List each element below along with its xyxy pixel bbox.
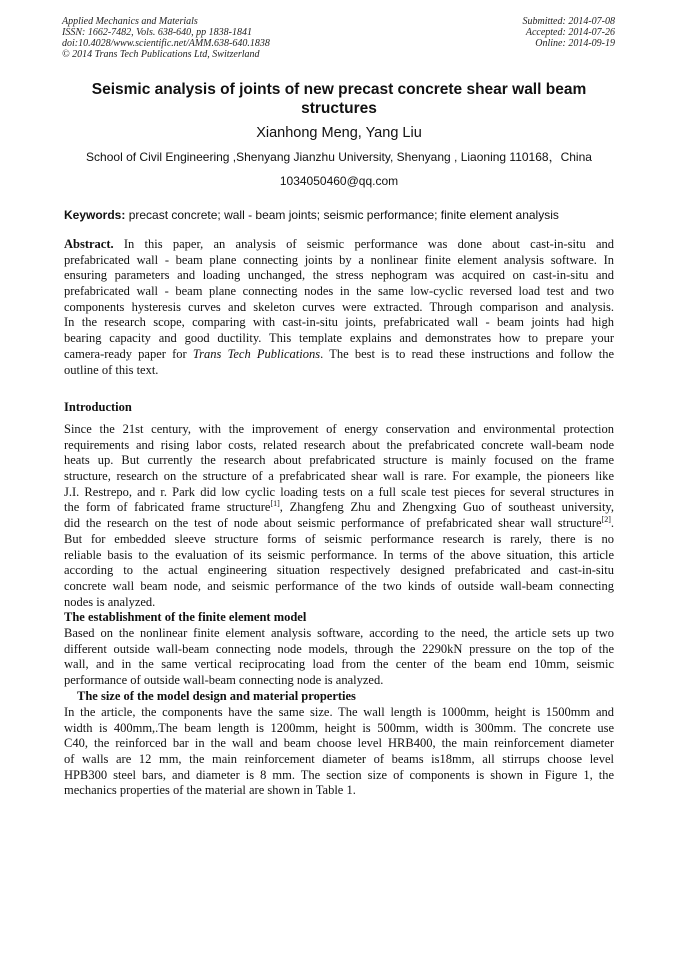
introduction-heading: Introduction [64, 400, 132, 414]
keywords-label: Keywords: [64, 208, 126, 222]
abstract-line: ensuring parameters and loading unchanged, the stress nephogram was acquired on cast-in-situ and [64, 268, 614, 283]
abstract-line: outline of this text. [64, 362, 159, 377]
intro-line: the form of fabricated frame structure[1], Zhangfeng Zhu and Zhengxing Guo of southeast university, [64, 499, 614, 515]
issn-line: ISSN: 1662-7482, Vols. 638-640, pp 1838-1841 [62, 27, 252, 38]
intro-line: nodes is analyzed. [64, 594, 156, 609]
dates-info [523, 16, 616, 49]
authors: Xianhong Meng, Yang Liu [256, 125, 422, 141]
author-email: 1034050460@qq.com [279, 174, 399, 188]
fem-heading: The establishment of the finite element model [64, 610, 307, 624]
fem-line: wall, and in the same vertical reciprocating load from the center of the beam end 10mm, seismic [64, 657, 614, 672]
journal-info [62, 16, 270, 60]
size-line: of walls are 12 mm, the main reinforcement diameter of beams is18mm, all stirrups choose level [64, 752, 614, 767]
abstract-line: In the research scope, comparing with cast-in-situ joints, prefabricated wall - beam joints had high [64, 315, 614, 330]
abstract-line: prefabricated wall - beam plane connecting joints by a nonlinear finite element analysis software. In [64, 252, 614, 267]
abstract [64, 237, 614, 378]
title-line-1: Seismic analysis of joints of new precast concrete shear wall beam [91, 81, 587, 98]
intro-line: Since the 21st century, with the improvement of energy conservation and environmental protection [64, 422, 614, 436]
abstract-line: Abstract. In this paper, an analysis of seismic performance was done about cast-in-situ and [64, 237, 614, 251]
intro-line: according to the actual engineering situation respectively designed prefabricated and cast-in-situ [64, 563, 614, 578]
intro-line: heats up. But currently the research about prefabricated structure is mainly focused on the frame [64, 453, 614, 468]
size-line: In the article, the components have the same size. The wall length is 1000mm, height is 1500mm and [64, 705, 614, 719]
keywords-text: precast concrete; wall - beam joints; seismic performance; finite element analysis [125, 208, 559, 222]
intro-line: concrete wall beam node, and seismic performance of the two kinds of outside wall-beam connecting [64, 578, 614, 593]
citation-ref-1: [1] [270, 499, 280, 509]
intro-line: J.I. Restrepo, and r. Park did low cyclic loading tests on a full scale test pieces for several structures in [64, 484, 614, 499]
size-line: mechanics properties of the material are shown in Table 1. [64, 783, 356, 798]
accepted-date: Accepted: 2014-07-26 [525, 27, 615, 38]
keywords [64, 208, 614, 223]
copyright-line: © 2014 Trans Tech Publications Ltd, Switzerland [62, 49, 260, 60]
fem-line: performance of outside wall-beam connecting node is analyzed. [64, 673, 384, 688]
size-line: width is 400mm,.The beam length is 1200mm, height is 500mm, width is 300mm. The concrete use [64, 720, 614, 735]
size-body [64, 705, 614, 799]
intro-line: did the research on the test of node about seismic performance of prefabricated shear wall structure[2]. [64, 514, 614, 531]
paper-title [64, 80, 614, 118]
abstract-line: camera-ready paper for Trans Tech Publications. The best is to read these instructions and follow the [64, 346, 614, 361]
intro-line: structure, research on the structure of a prefabricated shear wall is rare. For example, the pioneers like [64, 469, 614, 484]
publisher-name: Trans Tech Publications [192, 346, 321, 361]
size-heading: The size of the model design and material properties [77, 689, 356, 703]
online-date: Online: 2014-09-19 [535, 38, 615, 49]
fem-line: different outside wall-beam connecting node models, through the 2290kN pressure on the top of the [64, 641, 614, 656]
submitted-date: Submitted: 2014-07-08 [522, 16, 615, 27]
title-line-2: structures [301, 100, 377, 117]
fem-body [64, 626, 614, 689]
size-line: HPB300 steel bars, and diameter is 8 mm. The section size of components is shown in Figure 1, the [64, 767, 614, 782]
doi-line: doi:10.4028/www.scientific.net/AMM.638-640.1838 [62, 38, 270, 49]
citation-ref-2: [2] [601, 514, 611, 524]
abstract-line: prefabricated wall - beam plane connecting nodes in the same low-cyclic reversed load test and two [64, 284, 614, 299]
introduction-body [64, 422, 614, 610]
size-line: C40, the reinforced bar in the wall and beam choose level HRB400, the main reinforcement diameter [64, 736, 614, 751]
abstract-line: components hysteresis curves and skeleton curves were extracted. Through comparison and analysis. [64, 299, 614, 314]
intro-line: reliable basis to the evaluation of its seismic performance. In terms of the above situation, this article [64, 547, 614, 562]
fem-line: Based on the nonlinear finite element analysis software, according to the need, the article sets up two [64, 626, 614, 640]
affiliation: School of Civil Engineering ,Shenyang Jianzhu University, Shenyang , Liaoning 110168，China [86, 150, 592, 164]
abstract-line: bearing capacity and good ductility. This template explains and demonstrates how to prepare your [64, 331, 614, 346]
journal-name: Applied Mechanics and Materials [62, 16, 198, 27]
abstract-label: Abstract. [64, 237, 114, 251]
intro-line: But for embedded sleeve structure forms of seismic performance research is rarely, there is no [64, 531, 614, 546]
intro-line: requirements and rising labor costs, related research about the prefabricated concrete wall-beam node [64, 437, 614, 452]
